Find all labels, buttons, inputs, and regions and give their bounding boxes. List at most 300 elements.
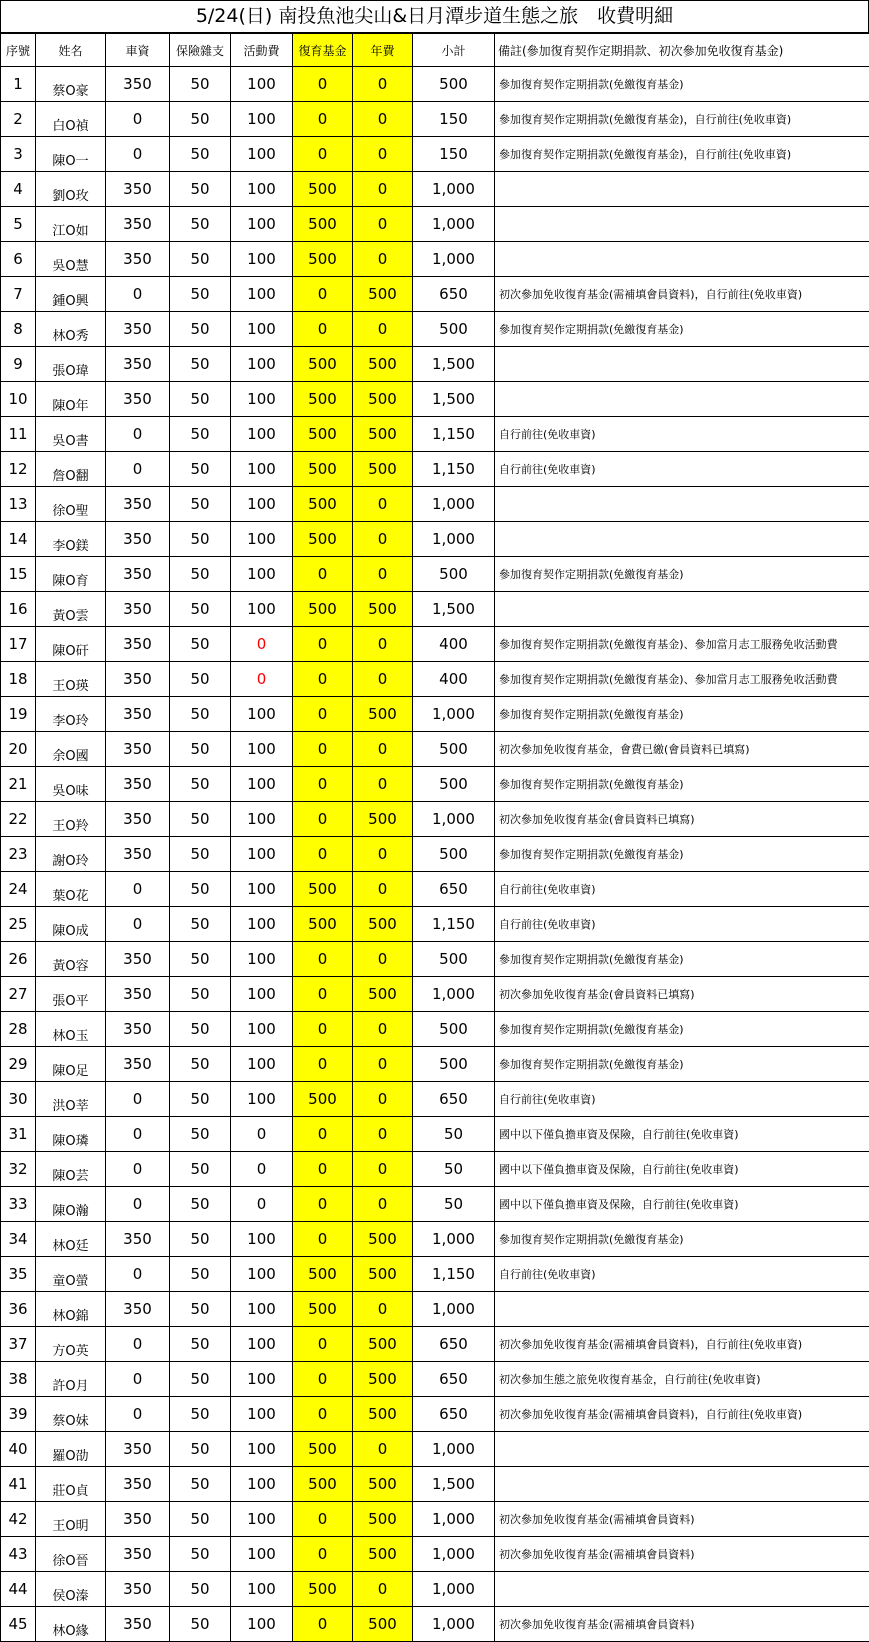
cell-insurance: 50 <box>170 767 231 802</box>
cell-name: 江O如 <box>36 207 106 242</box>
cell-restoration-fund: 0 <box>293 277 353 312</box>
header-row <box>1 34 869 67</box>
cell-subtotal: 650 <box>413 1082 495 1117</box>
cell-annual-fee: 0 <box>353 1572 413 1607</box>
cell-no: 36 <box>1 1292 36 1327</box>
table-row <box>1 172 869 207</box>
cell-insurance: 50 <box>170 277 231 312</box>
table-body <box>1 67 869 1642</box>
cell-restoration-fund: 0 <box>293 557 353 592</box>
cell-fare: 350 <box>106 67 170 102</box>
cell-no: 25 <box>1 907 36 942</box>
cell-activity: 100 <box>231 67 293 102</box>
cell-fare: 350 <box>106 802 170 837</box>
cell-no: 6 <box>1 242 36 277</box>
cell-remarks <box>495 1572 869 1607</box>
table-row <box>1 452 869 487</box>
cell-fare: 350 <box>106 1467 170 1502</box>
cell-activity: 100 <box>231 312 293 347</box>
cell-name: 吳O慧 <box>36 242 106 277</box>
table-row <box>1 627 869 662</box>
cell-activity: 100 <box>231 942 293 977</box>
cell-subtotal: 1,000 <box>413 1607 495 1642</box>
cell-no: 3 <box>1 137 36 172</box>
table-row <box>1 1362 869 1397</box>
cell-name: 葉O花 <box>36 872 106 907</box>
cell-insurance: 50 <box>170 172 231 207</box>
cell-restoration-fund: 500 <box>293 417 353 452</box>
cell-fare: 350 <box>106 1047 170 1082</box>
cell-fare: 0 <box>106 277 170 312</box>
cell-annual-fee: 500 <box>353 1362 413 1397</box>
cell-name: 黃O容 <box>36 942 106 977</box>
cell-insurance: 50 <box>170 662 231 697</box>
cell-subtotal: 1,000 <box>413 172 495 207</box>
cell-restoration-fund: 0 <box>293 1047 353 1082</box>
header-insurance: 保險雜支 <box>170 34 231 67</box>
cell-restoration-fund: 500 <box>293 382 353 417</box>
fee-table <box>0 33 869 1642</box>
cell-subtotal: 400 <box>413 662 495 697</box>
cell-fare: 0 <box>106 137 170 172</box>
cell-fare: 350 <box>106 557 170 592</box>
cell-subtotal: 1,000 <box>413 1537 495 1572</box>
cell-remarks: 參加復育契作定期捐款(免繳復育基金) <box>495 697 869 732</box>
cell-insurance: 50 <box>170 452 231 487</box>
cell-remarks: 參加復育契作定期捐款(免繳復育基金) <box>495 1012 869 1047</box>
table-row <box>1 907 869 942</box>
cell-fare: 0 <box>106 1152 170 1187</box>
cell-restoration-fund: 0 <box>293 312 353 347</box>
cell-fare: 350 <box>106 977 170 1012</box>
table-row <box>1 592 869 627</box>
cell-subtotal: 650 <box>413 277 495 312</box>
table-row <box>1 242 869 277</box>
cell-fare: 0 <box>106 872 170 907</box>
cell-remarks: 自行前往(免收車資) <box>495 1257 869 1292</box>
cell-subtotal: 650 <box>413 872 495 907</box>
cell-fare: 350 <box>106 382 170 417</box>
table-row <box>1 1502 869 1537</box>
cell-remarks: 初次參加免收復育基金(需補填會員資料) <box>495 1537 869 1572</box>
cell-restoration-fund: 0 <box>293 1117 353 1152</box>
cell-activity: 100 <box>231 242 293 277</box>
cell-fare: 0 <box>106 907 170 942</box>
cell-subtotal: 500 <box>413 1047 495 1082</box>
cell-annual-fee: 500 <box>353 277 413 312</box>
cell-annual-fee: 500 <box>353 802 413 837</box>
cell-activity: 100 <box>231 767 293 802</box>
table-row <box>1 277 869 312</box>
cell-subtotal: 650 <box>413 1327 495 1362</box>
cell-no: 8 <box>1 312 36 347</box>
cell-activity: 100 <box>231 277 293 312</box>
cell-annual-fee: 500 <box>353 1397 413 1432</box>
cell-no: 20 <box>1 732 36 767</box>
cell-restoration-fund: 0 <box>293 627 353 662</box>
cell-remarks: 初次參加免收復育基金(需補填會員資料)，自行前往(免收車資) <box>495 277 869 312</box>
sheet-title: 5/24(日) 南投魚池尖山&日月潭步道生態之旅 收費明細 <box>0 0 869 33</box>
cell-fare: 350 <box>106 207 170 242</box>
cell-insurance: 50 <box>170 1397 231 1432</box>
cell-annual-fee: 500 <box>353 417 413 452</box>
cell-no: 45 <box>1 1607 36 1642</box>
cell-no: 44 <box>1 1572 36 1607</box>
cell-activity: 100 <box>231 872 293 907</box>
cell-activity: 100 <box>231 1257 293 1292</box>
table-row <box>1 1467 869 1502</box>
cell-no: 35 <box>1 1257 36 1292</box>
cell-subtotal: 1,000 <box>413 802 495 837</box>
cell-fare: 0 <box>106 1327 170 1362</box>
cell-activity: 100 <box>231 1222 293 1257</box>
cell-name: 鍾O興 <box>36 277 106 312</box>
cell-restoration-fund: 500 <box>293 1572 353 1607</box>
cell-activity: 100 <box>231 382 293 417</box>
cell-activity: 100 <box>231 1572 293 1607</box>
cell-activity: 100 <box>231 802 293 837</box>
cell-insurance: 50 <box>170 557 231 592</box>
cell-annual-fee: 0 <box>353 312 413 347</box>
cell-insurance: 50 <box>170 1362 231 1397</box>
cell-no: 1 <box>1 67 36 102</box>
cell-insurance: 50 <box>170 837 231 872</box>
cell-name: 劉O玫 <box>36 172 106 207</box>
cell-fare: 350 <box>106 662 170 697</box>
cell-activity: 100 <box>231 487 293 522</box>
table-row <box>1 1082 869 1117</box>
cell-subtotal: 500 <box>413 67 495 102</box>
cell-restoration-fund: 0 <box>293 837 353 872</box>
cell-name: 陳O璘 <box>36 1117 106 1152</box>
cell-restoration-fund: 500 <box>293 242 353 277</box>
header-name: 姓名 <box>36 34 106 67</box>
cell-annual-fee: 0 <box>353 522 413 557</box>
cell-no: 38 <box>1 1362 36 1397</box>
cell-subtotal: 500 <box>413 732 495 767</box>
cell-restoration-fund: 0 <box>293 942 353 977</box>
cell-no: 9 <box>1 347 36 382</box>
cell-name: 林O廷 <box>36 1222 106 1257</box>
cell-fare: 0 <box>106 452 170 487</box>
cell-subtotal: 500 <box>413 767 495 802</box>
cell-insurance: 50 <box>170 1327 231 1362</box>
table-row <box>1 1432 869 1467</box>
cell-subtotal: 1,000 <box>413 207 495 242</box>
cell-annual-fee: 500 <box>353 697 413 732</box>
cell-name: 童O螢 <box>36 1257 106 1292</box>
cell-insurance: 50 <box>170 1607 231 1642</box>
cell-insurance: 50 <box>170 137 231 172</box>
cell-activity: 100 <box>231 1012 293 1047</box>
cell-remarks <box>495 1432 869 1467</box>
cell-annual-fee: 0 <box>353 557 413 592</box>
cell-annual-fee: 0 <box>353 1082 413 1117</box>
cell-annual-fee: 0 <box>353 1047 413 1082</box>
table-row <box>1 1327 869 1362</box>
cell-name: 蔡O妹 <box>36 1397 106 1432</box>
cell-name: 陳O足 <box>36 1047 106 1082</box>
cell-insurance: 50 <box>170 697 231 732</box>
cell-remarks: 參加復育契作定期捐款(免繳復育基金) <box>495 837 869 872</box>
cell-annual-fee: 0 <box>353 1012 413 1047</box>
cell-insurance: 50 <box>170 1117 231 1152</box>
cell-fare: 0 <box>106 102 170 137</box>
cell-subtotal: 50 <box>413 1187 495 1222</box>
cell-remarks: 自行前往(免收車資) <box>495 907 869 942</box>
cell-fare: 0 <box>106 1362 170 1397</box>
cell-name: 莊O貞 <box>36 1467 106 1502</box>
cell-name: 謝O玲 <box>36 837 106 872</box>
cell-subtotal: 1,000 <box>413 697 495 732</box>
cell-name: 李O玲 <box>36 697 106 732</box>
cell-annual-fee: 0 <box>353 627 413 662</box>
cell-fare: 350 <box>106 1222 170 1257</box>
cell-remarks: 參加復育契作定期捐款(免繳復育基金)、參加當月志工服務免收活動費 <box>495 662 869 697</box>
cell-annual-fee: 500 <box>353 977 413 1012</box>
cell-restoration-fund: 0 <box>293 1327 353 1362</box>
cell-fare: 350 <box>106 767 170 802</box>
cell-subtotal: 400 <box>413 627 495 662</box>
cell-annual-fee: 500 <box>353 1502 413 1537</box>
cell-fare: 350 <box>106 1572 170 1607</box>
cell-subtotal: 1,000 <box>413 1502 495 1537</box>
cell-annual-fee: 500 <box>353 1607 413 1642</box>
cell-name: 張O瑋 <box>36 347 106 382</box>
cell-name: 陳O一 <box>36 137 106 172</box>
cell-name: 徐O晉 <box>36 1537 106 1572</box>
cell-name: 陳O年 <box>36 382 106 417</box>
header-fare: 車資 <box>106 34 170 67</box>
cell-subtotal: 500 <box>413 1012 495 1047</box>
cell-fare: 350 <box>106 627 170 662</box>
cell-activity: 100 <box>231 557 293 592</box>
cell-remarks: 參加復育契作定期捐款(免繳復育基金)，自行前往(免收車資) <box>495 102 869 137</box>
cell-restoration-fund: 0 <box>293 1607 353 1642</box>
cell-fare: 350 <box>106 1607 170 1642</box>
cell-restoration-fund: 0 <box>293 977 353 1012</box>
cell-insurance: 50 <box>170 977 231 1012</box>
cell-restoration-fund: 0 <box>293 1152 353 1187</box>
table-row <box>1 767 869 802</box>
cell-name: 方O英 <box>36 1327 106 1362</box>
cell-subtotal: 1,000 <box>413 1432 495 1467</box>
cell-insurance: 50 <box>170 487 231 522</box>
cell-no: 42 <box>1 1502 36 1537</box>
cell-restoration-fund: 500 <box>293 172 353 207</box>
cell-annual-fee: 500 <box>353 452 413 487</box>
cell-subtotal: 1,500 <box>413 1467 495 1502</box>
cell-subtotal: 1,500 <box>413 347 495 382</box>
cell-fare: 350 <box>106 1292 170 1327</box>
cell-restoration-fund: 0 <box>293 1187 353 1222</box>
cell-name: 王O羚 <box>36 802 106 837</box>
cell-annual-fee: 500 <box>353 1257 413 1292</box>
cell-name: 林O秀 <box>36 312 106 347</box>
cell-fare: 350 <box>106 732 170 767</box>
cell-no: 23 <box>1 837 36 872</box>
cell-insurance: 50 <box>170 67 231 102</box>
cell-no: 32 <box>1 1152 36 1187</box>
cell-restoration-fund: 500 <box>293 1432 353 1467</box>
cell-restoration-fund: 500 <box>293 1467 353 1502</box>
cell-insurance: 50 <box>170 347 231 382</box>
table-row <box>1 1257 869 1292</box>
cell-no: 24 <box>1 872 36 907</box>
cell-fare: 0 <box>106 1082 170 1117</box>
cell-fare: 350 <box>106 522 170 557</box>
cell-restoration-fund: 0 <box>293 102 353 137</box>
cell-fare: 350 <box>106 697 170 732</box>
cell-annual-fee: 0 <box>353 67 413 102</box>
cell-restoration-fund: 0 <box>293 732 353 767</box>
header-subtotal: 小計 <box>413 34 495 67</box>
cell-remarks <box>495 1467 869 1502</box>
cell-annual-fee: 500 <box>353 1222 413 1257</box>
cell-no: 19 <box>1 697 36 732</box>
cell-insurance: 50 <box>170 1047 231 1082</box>
cell-annual-fee: 0 <box>353 872 413 907</box>
cell-annual-fee: 500 <box>353 907 413 942</box>
cell-no: 40 <box>1 1432 36 1467</box>
cell-fare: 350 <box>106 242 170 277</box>
cell-remarks: 初次參加免收復育基金(需補填會員資料) <box>495 1502 869 1537</box>
cell-activity: 100 <box>231 907 293 942</box>
cell-name: 李O鎂 <box>36 522 106 557</box>
cell-no: 43 <box>1 1537 36 1572</box>
cell-subtotal: 650 <box>413 1397 495 1432</box>
cell-restoration-fund: 500 <box>293 1292 353 1327</box>
cell-activity: 100 <box>231 1327 293 1362</box>
cell-insurance: 50 <box>170 1257 231 1292</box>
cell-restoration-fund: 0 <box>293 697 353 732</box>
cell-fare: 350 <box>106 1012 170 1047</box>
cell-remarks: 參加復育契作定期捐款(免繳復育基金) <box>495 312 869 347</box>
cell-subtotal: 1,000 <box>413 1292 495 1327</box>
cell-restoration-fund: 0 <box>293 67 353 102</box>
cell-annual-fee: 0 <box>353 732 413 767</box>
cell-insurance: 50 <box>170 1432 231 1467</box>
cell-activity: 100 <box>231 417 293 452</box>
cell-name: 徐O聖 <box>36 487 106 522</box>
table-row <box>1 312 869 347</box>
cell-fare: 350 <box>106 312 170 347</box>
cell-remarks <box>495 347 869 382</box>
cell-insurance: 50 <box>170 312 231 347</box>
cell-fare: 350 <box>106 942 170 977</box>
cell-insurance: 50 <box>170 1502 231 1537</box>
cell-fare: 350 <box>106 347 170 382</box>
cell-restoration-fund: 500 <box>293 592 353 627</box>
cell-remarks: 國中以下僅負擔車資及保險，自行前往(免收車資) <box>495 1187 869 1222</box>
cell-name: 張O平 <box>36 977 106 1012</box>
cell-activity: 100 <box>231 1502 293 1537</box>
cell-insurance: 50 <box>170 1572 231 1607</box>
cell-subtotal: 1,000 <box>413 1572 495 1607</box>
cell-no: 28 <box>1 1012 36 1047</box>
cell-restoration-fund: 500 <box>293 347 353 382</box>
table-row <box>1 522 869 557</box>
cell-activity: 100 <box>231 732 293 767</box>
cell-subtotal: 500 <box>413 837 495 872</box>
header-remarks: 備註(參加復育契作定期捐款、初次參加免收復育基金) <box>495 34 869 67</box>
cell-subtotal: 1,500 <box>413 382 495 417</box>
cell-name: 陳O成 <box>36 907 106 942</box>
cell-activity: 100 <box>231 207 293 242</box>
table-row <box>1 942 869 977</box>
header-restoration-fund: 復育基金 <box>293 34 353 67</box>
cell-remarks: 自行前往(免收車資) <box>495 417 869 452</box>
table-row <box>1 1152 869 1187</box>
cell-fare: 350 <box>106 1502 170 1537</box>
cell-activity: 0 <box>231 1152 293 1187</box>
cell-activity: 100 <box>231 1047 293 1082</box>
cell-no: 13 <box>1 487 36 522</box>
cell-remarks: 初次參加免收復育基金(會員資料已填寫) <box>495 802 869 837</box>
cell-restoration-fund: 0 <box>293 767 353 802</box>
cell-insurance: 50 <box>170 1152 231 1187</box>
cell-insurance: 50 <box>170 522 231 557</box>
cell-activity: 100 <box>231 1362 293 1397</box>
cell-subtotal: 1,150 <box>413 452 495 487</box>
cell-activity: 100 <box>231 837 293 872</box>
header-activity: 活動費 <box>231 34 293 67</box>
cell-insurance: 50 <box>170 732 231 767</box>
cell-activity: 0 <box>231 1187 293 1222</box>
cell-insurance: 50 <box>170 592 231 627</box>
cell-fare: 350 <box>106 837 170 872</box>
cell-restoration-fund: 500 <box>293 907 353 942</box>
table-row <box>1 382 869 417</box>
cell-subtotal: 150 <box>413 137 495 172</box>
cell-activity: 100 <box>231 1537 293 1572</box>
cell-restoration-fund: 500 <box>293 872 353 907</box>
cell-no: 14 <box>1 522 36 557</box>
cell-subtotal: 650 <box>413 1362 495 1397</box>
cell-insurance: 50 <box>170 802 231 837</box>
table-row <box>1 347 869 382</box>
cell-fare: 350 <box>106 1537 170 1572</box>
cell-no: 12 <box>1 452 36 487</box>
cell-subtotal: 500 <box>413 312 495 347</box>
cell-fare: 350 <box>106 1432 170 1467</box>
cell-annual-fee: 0 <box>353 102 413 137</box>
cell-fare: 0 <box>106 1397 170 1432</box>
cell-restoration-fund: 0 <box>293 1537 353 1572</box>
table-row <box>1 1397 869 1432</box>
cell-name: 吳O書 <box>36 417 106 452</box>
cell-remarks: 國中以下僅負擔車資及保險，自行前往(免收車資) <box>495 1152 869 1187</box>
cell-remarks: 參加復育契作定期捐款(免繳復育基金) <box>495 67 869 102</box>
cell-subtotal: 500 <box>413 557 495 592</box>
cell-fare: 0 <box>106 1187 170 1222</box>
cell-insurance: 50 <box>170 1537 231 1572</box>
cell-annual-fee: 0 <box>353 767 413 802</box>
table-row <box>1 1047 869 1082</box>
cell-remarks: 參加復育契作定期捐款(免繳復育基金) <box>495 1047 869 1082</box>
cell-remarks: 國中以下僅負擔車資及保險，自行前往(免收車資) <box>495 1117 869 1152</box>
cell-name: 侯O溱 <box>36 1572 106 1607</box>
cell-insurance: 50 <box>170 1082 231 1117</box>
table-row <box>1 1187 869 1222</box>
table-row <box>1 802 869 837</box>
cell-activity: 100 <box>231 977 293 1012</box>
cell-name: 林O緣 <box>36 1607 106 1642</box>
cell-activity: 100 <box>231 452 293 487</box>
cell-annual-fee: 500 <box>353 1467 413 1502</box>
cell-insurance: 50 <box>170 942 231 977</box>
cell-remarks <box>495 592 869 627</box>
